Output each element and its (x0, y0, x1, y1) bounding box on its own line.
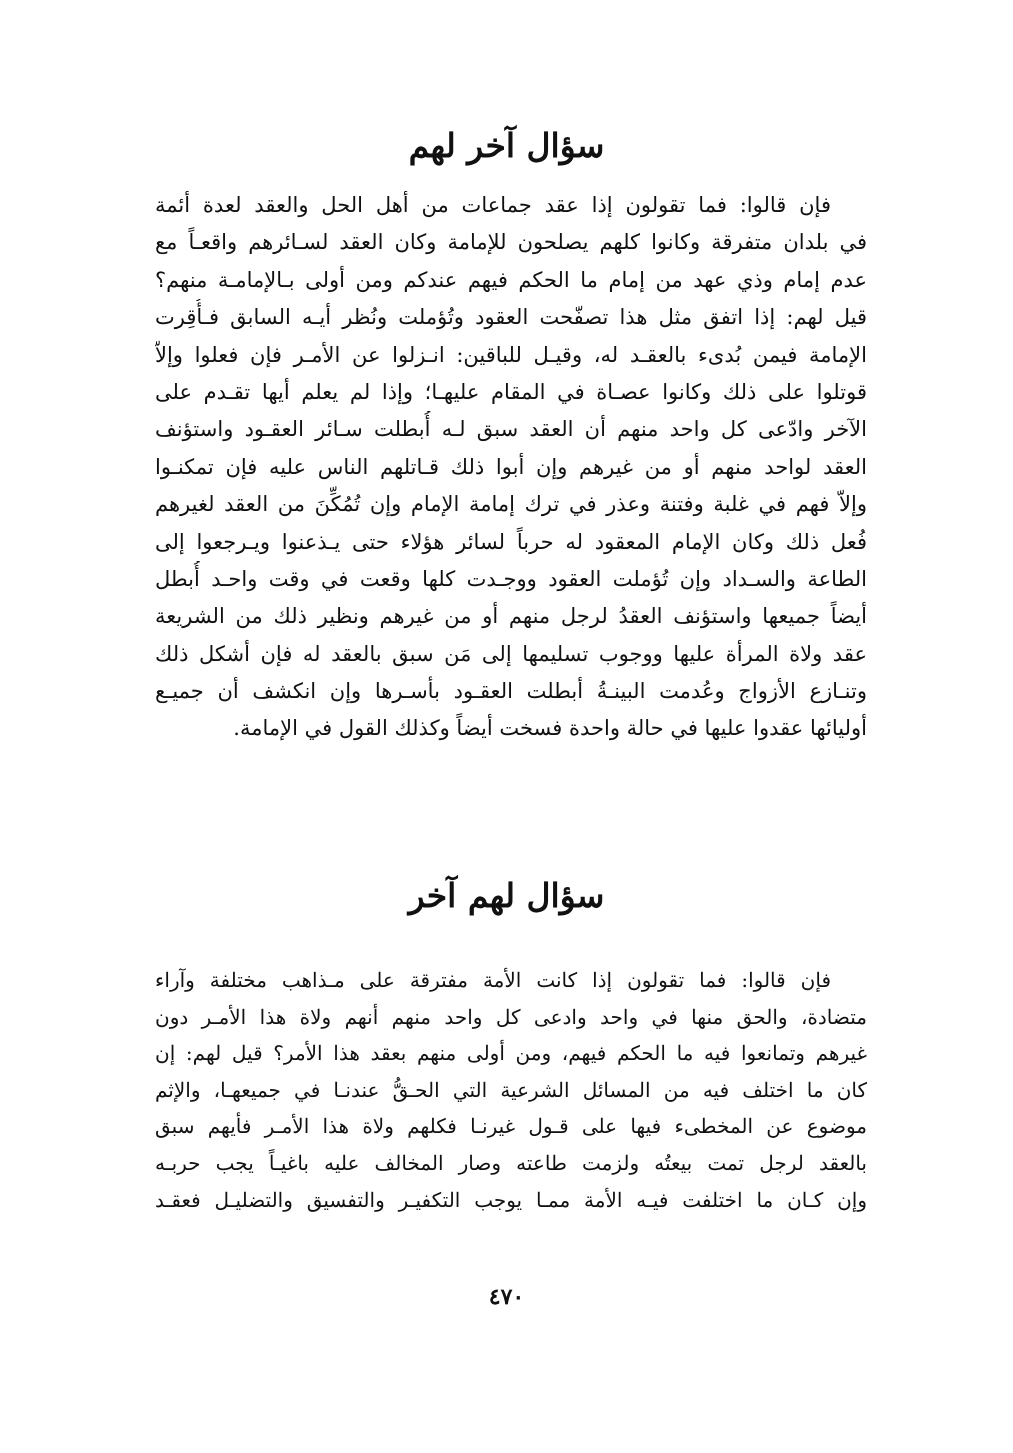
text-line: فُعل ذلك وكان الإمام المعقود له حرباً لسائر هؤلاء حتى يـذعنوا ويـرجعوا إلى (155, 529, 867, 554)
text-line: قيل لهم: إذا اتفق مثل هذا تصفّحت العقود وتُؤملت ونُظر أيـه السابق فـأُقِرت (155, 305, 867, 330)
text-line: قوتلوا على ذلك وكانوا عصـاة في المقام عليهـا؛ وإذا لم يعلم أيها تقـدم على (155, 379, 867, 404)
text-line: فإن قالوا: فما تقولون إذا كانت الأمة مفترقة على مـذاهب مختلفة وآراء (155, 968, 831, 992)
text-line: الإمامة فيمن بُدىء بالعقـد له، وقيـل للباقين: انـزلوا عن الأمـر فإن فعلوا وإلاّ (155, 342, 867, 367)
text-line: كان ما اختلف فيه من المسائل الشرعية التي الحـقُّ عندنـا في جميعهـا، والإثم (155, 1077, 867, 1102)
text-line: الطاعة والسـداد وإن تُؤملت العقود ووجـدت كلها وقعت في وقت واحـد أُبطل (155, 566, 867, 591)
section-1-body (155, 187, 867, 748)
page-number: ٤٧٠ (488, 1284, 525, 1310)
text-line: وتنـازع الأزواج وعُدمت البينـةُ أبطلت العقـود بأسـرها وإن انكشف أن جميـع (155, 679, 867, 704)
text-line: أوليائها عقدوا عليها في حالة واحدة فسخت أيضاً وكذلك القول في الإمامة. (233, 716, 867, 741)
text-line: الآخر وادّعى كل واحد منهم أن العقد سبق لـه أُبطلت سـائر العقـود واستؤنف (155, 417, 867, 442)
text-line: في بلدان متفرقة وكانوا كلهم يصلحون للإمامة وكان العقد لسـائرهم واقعـاً مع (155, 230, 867, 255)
text-line: عقد ولاة المرأة عليها ووجوب تسليمها إلى مَن سبق بالعقد له فإن أشكل ذلك (155, 641, 867, 666)
text-line: عدم إمام وذي عهد من إمام ما الحكم فيهم عندكم ومن أولى بـالإمامـة منهم؟ (155, 267, 867, 292)
text-line: بالعقد لرجل تمت بيعتُه ولزمت طاعته وصار المخالف عليه باغيـاً يجب حربـه (155, 1150, 867, 1175)
text-line: غيرهم وتمانعوا فيه ما الحكم فيهم، ومن أولى منهم بعقد هذا الأمر؟ قيل لهم: إن (155, 1041, 867, 1066)
section-2-title: سؤال لهم آخر (408, 876, 605, 915)
text-line: فإن قالوا: فما تقولون إذا عقد جماعات من أهل الحل والعقد لعدة أئمة (155, 193, 831, 217)
text-line: العقد لواحد منهم أو من غيرهم وإن أبوا ذلك قـاتلهم الناس عليه فإن تمكنـوا (155, 454, 867, 479)
text-line: وإن كـان ما اختلفت فيـه الأمة ممـا يوجب التكفيـر والتفسيق والتضليـل فعقـد (155, 1187, 867, 1212)
text-line: وإلاّ فهم في غلبة وفتنة وعذر في ترك إمامة الإمام وإن تُمُكِّنَ من العقد لغيرهم (155, 492, 867, 517)
text-line: موضوع عن المخطىء فيها على قـول غيرنـا فكلهم ولاة هذا الأمـر فأيهم سبق (155, 1114, 867, 1139)
section-1-title: سؤال آخر لهم (408, 126, 605, 165)
text-line: متضادة، والحق منها في واحد وادعى كل واحد منهم أنهم ولاة هذا الأمـر دون (155, 1004, 867, 1029)
section-2-body (155, 962, 867, 1218)
text-line: أيضاً جميعها واستؤنف العقدُ لرجل منهم أو من غيرهم ونظير ذلك من الشريعة (155, 604, 867, 629)
